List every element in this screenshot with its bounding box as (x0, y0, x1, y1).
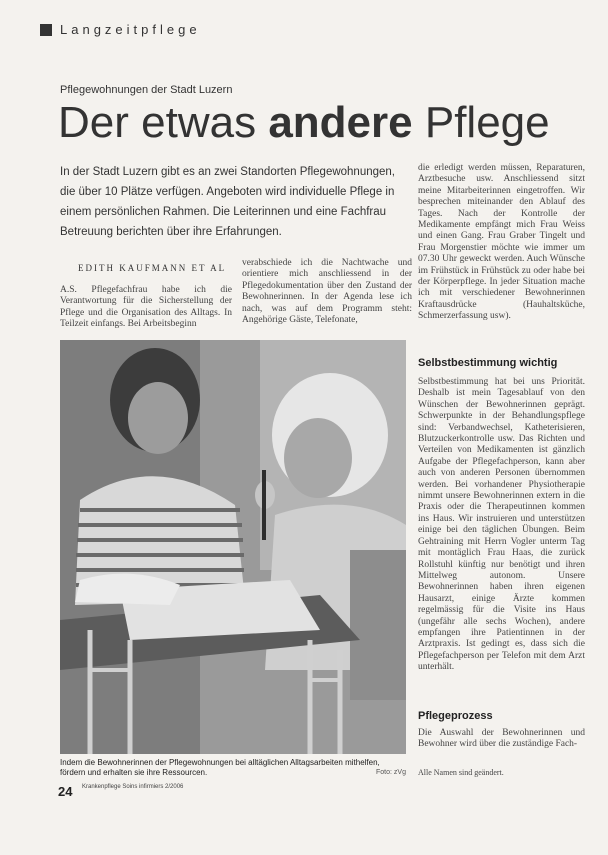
page-number: 24 (58, 784, 73, 799)
article-headline (58, 98, 550, 148)
headline-bold: andere (268, 98, 413, 147)
section-square-icon (40, 24, 52, 36)
body-text: die erledigt werden müssen, Reparaturen, Arztbesuche usw. Anschliessend sitzt meine Mitarbeiterinnen eingetroffen. Wir besprechen miteinander den Ablauf des Tages. Nach der Kontrolle der Medikamente empfängt mich Frau Weiss und einen Gang. Frau Graber Tingelt und Frau Morgenstier möchte wie immer um 07.30 Uhr geweckt werden. Auch Wünsche im Frühstück in Frühstück zu oder habe bei der Körperpflege. In jeder Situation mache ich mit verschiedener Bewohnerinnen Kraftausdrücke (Hauhaltsküche, Schmerzerfassung usw). (418, 163, 585, 322)
body-column-3-bottom (418, 728, 585, 751)
body-column-3-middle (418, 377, 585, 674)
subheading-selbstbestimmung: Selbstbestimmung wichtig (418, 357, 558, 369)
article-byline: EDITH KAUFMANN ET AL (78, 263, 227, 273)
article-lead: In der Stadt Luzern gibt es an zwei Standorten Pflegewohnungen, die über 10 Plätze verfügen. Angeboten wird individuelle Pflege in einem persönlichen Rahmen. Die Leiterinnen und eine Fachfrau Betreuung berichten über ihre Erfahrungen. (60, 166, 396, 238)
body-text: Selbstbestimmung hat bei uns Priorität. Deshalb ist mein Tagesablauf von den Wünschen der Bewohnerinnen geprägt. Schwerpunkte in der Behandlungspflege sind: Verbandwechsel, Katheterisieren, Blutzuckerkontrolle usw. Das Richten und Verteilen von Medikamenten ist gänzlich Aufgabe der Pflegefachperson, kann aber auch von anderen Personen übernommen werden. Bei vorhandener Physiotherapie nimmt unsere Bewohnerinnen extern in die Praxis oder die Therapeutinnen kommen ins Haus. Wir instruieren und unterstützen einige bei den täglichen Übungen. Beim Gehtraining mit Herrn Vogler unterm Tag mit montäglich Frau Haas, die zurück Rollstuhl künftig nur benötigt und ihren Mittelweg autonom. Unsere Bewohnerinnen haben ihren eigenen Hausarzt, einige Ärzte kommen regelmässig für die Visite ins Haus (ungefähr alle sechs Wochen), andere empfangen ihre Patientinnen in der Arztpraxis. Ist gedingt es, dass sich die Pflegefachperson per Telefon mit dem Arzt unterhält. (418, 377, 585, 673)
body-text: Die Auswahl der Bewohnerinnen und Bewohner wird über die zuständige Fach- (418, 728, 585, 750)
photo-credit: Foto: zVg (376, 769, 406, 776)
photo-caption: Indem die Bewohnerinnen der Pflegewohnungen bei alltäglichen Alltagsarbeiten mithelfen, fördern und erhalten sie ihre Ressourcen. (60, 758, 380, 777)
section-label: Langzeitpflege (60, 22, 201, 37)
footer-meta: Krankenpflege Soins infirmiers 2/2006 (82, 784, 184, 790)
body-text: verabschiede ich die Nachtwache und orientiere mich anschliessend in der Pflegedokumentation über den Zustand der Bewohnerinnen. In der Agenda lese ich nach, was auf dem Programm steht: Angehörige Gäste, Telefonate, (242, 258, 412, 326)
article-photo (60, 340, 406, 754)
body-text: A.S. Pflegefachfrau habe ich die Verantwortung für die Sicherstellung der Pflege und die Organisation des Alltags. In Teilzeit einfangs. Bei Arbeitsbeginn (60, 285, 232, 330)
headline-light: Der etwas (58, 98, 257, 147)
photo-illustration (60, 340, 406, 754)
body-column-1 (60, 285, 232, 331)
article-kicker: Pflegewohnungen der Stadt Luzern (60, 84, 233, 96)
footnote: Alle Namen sind geändert. (418, 768, 504, 777)
headline-end: Pflege (424, 98, 550, 147)
section-header (40, 22, 201, 37)
subheading-pflegeprozess: Pflegeprozess (418, 710, 493, 722)
body-column-2 (242, 258, 412, 326)
body-column-3-top (418, 163, 585, 323)
